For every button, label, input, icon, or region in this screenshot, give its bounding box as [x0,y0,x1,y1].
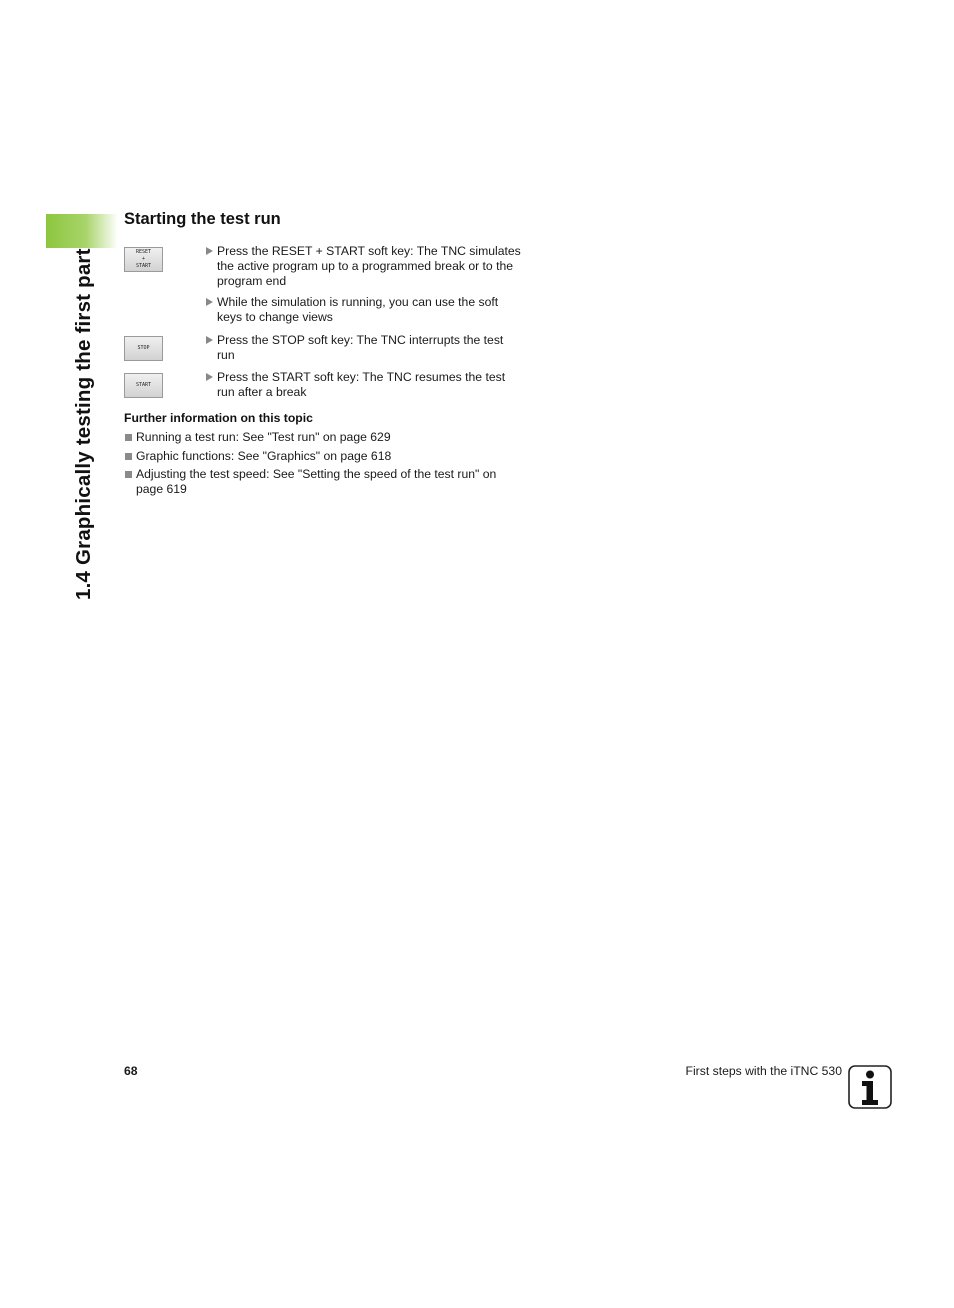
softkey-label: STOP [137,345,150,351]
section-title: Starting the test run [124,210,281,228]
info-icon [848,1065,892,1109]
softkey-label: START [135,382,152,388]
softkey-label-line: START [135,263,152,269]
bullet-square-icon [125,471,132,478]
step-text: While the simulation is running, you can use the soft keys to change views [217,295,499,324]
chapter-side-title: 1.4 Graphically testing the first part [72,248,95,600]
arrow-right-icon [206,336,213,344]
step-item [206,333,522,363]
arrow-right-icon [206,298,213,306]
step-text: Press the STOP soft key: The TNC interrupts the test run [217,333,504,362]
bullet-square-icon [125,434,132,441]
list-item [124,467,524,497]
bullet-square-icon [125,453,132,460]
footer-title: First steps with the iTNC 530 [685,1064,842,1078]
list-item-text: Graphic functions: See "Graphics" on page 618 [136,449,392,463]
step-item [206,295,522,325]
further-info-title: Further information on this topic [124,411,313,425]
page-number: 68 [124,1064,138,1078]
step-item [206,244,522,288]
list-item-text: Adjusting the test speed: See "Setting the speed of the test run" on page 619 [136,467,497,496]
start-softkey [124,373,163,398]
softkey-label-line: RESET [135,249,152,255]
list-item [124,449,524,464]
arrow-right-icon [206,247,213,255]
softkey-label-line: + [141,256,145,262]
step-item [206,370,522,400]
stop-softkey [124,336,163,361]
reset-start-softkey [124,247,163,272]
step-text: Press the START soft key: The TNC resumes the test run after a break [217,370,506,399]
list-item-text: Running a test run: See "Test run" on page 629 [136,430,391,444]
list-item [124,430,524,445]
arrow-right-icon [206,373,213,381]
chapter-color-bar [46,214,118,248]
step-text: Press the RESET + START soft key: The TNC simulates the active program up to a programmed break or to the program end [217,244,521,288]
